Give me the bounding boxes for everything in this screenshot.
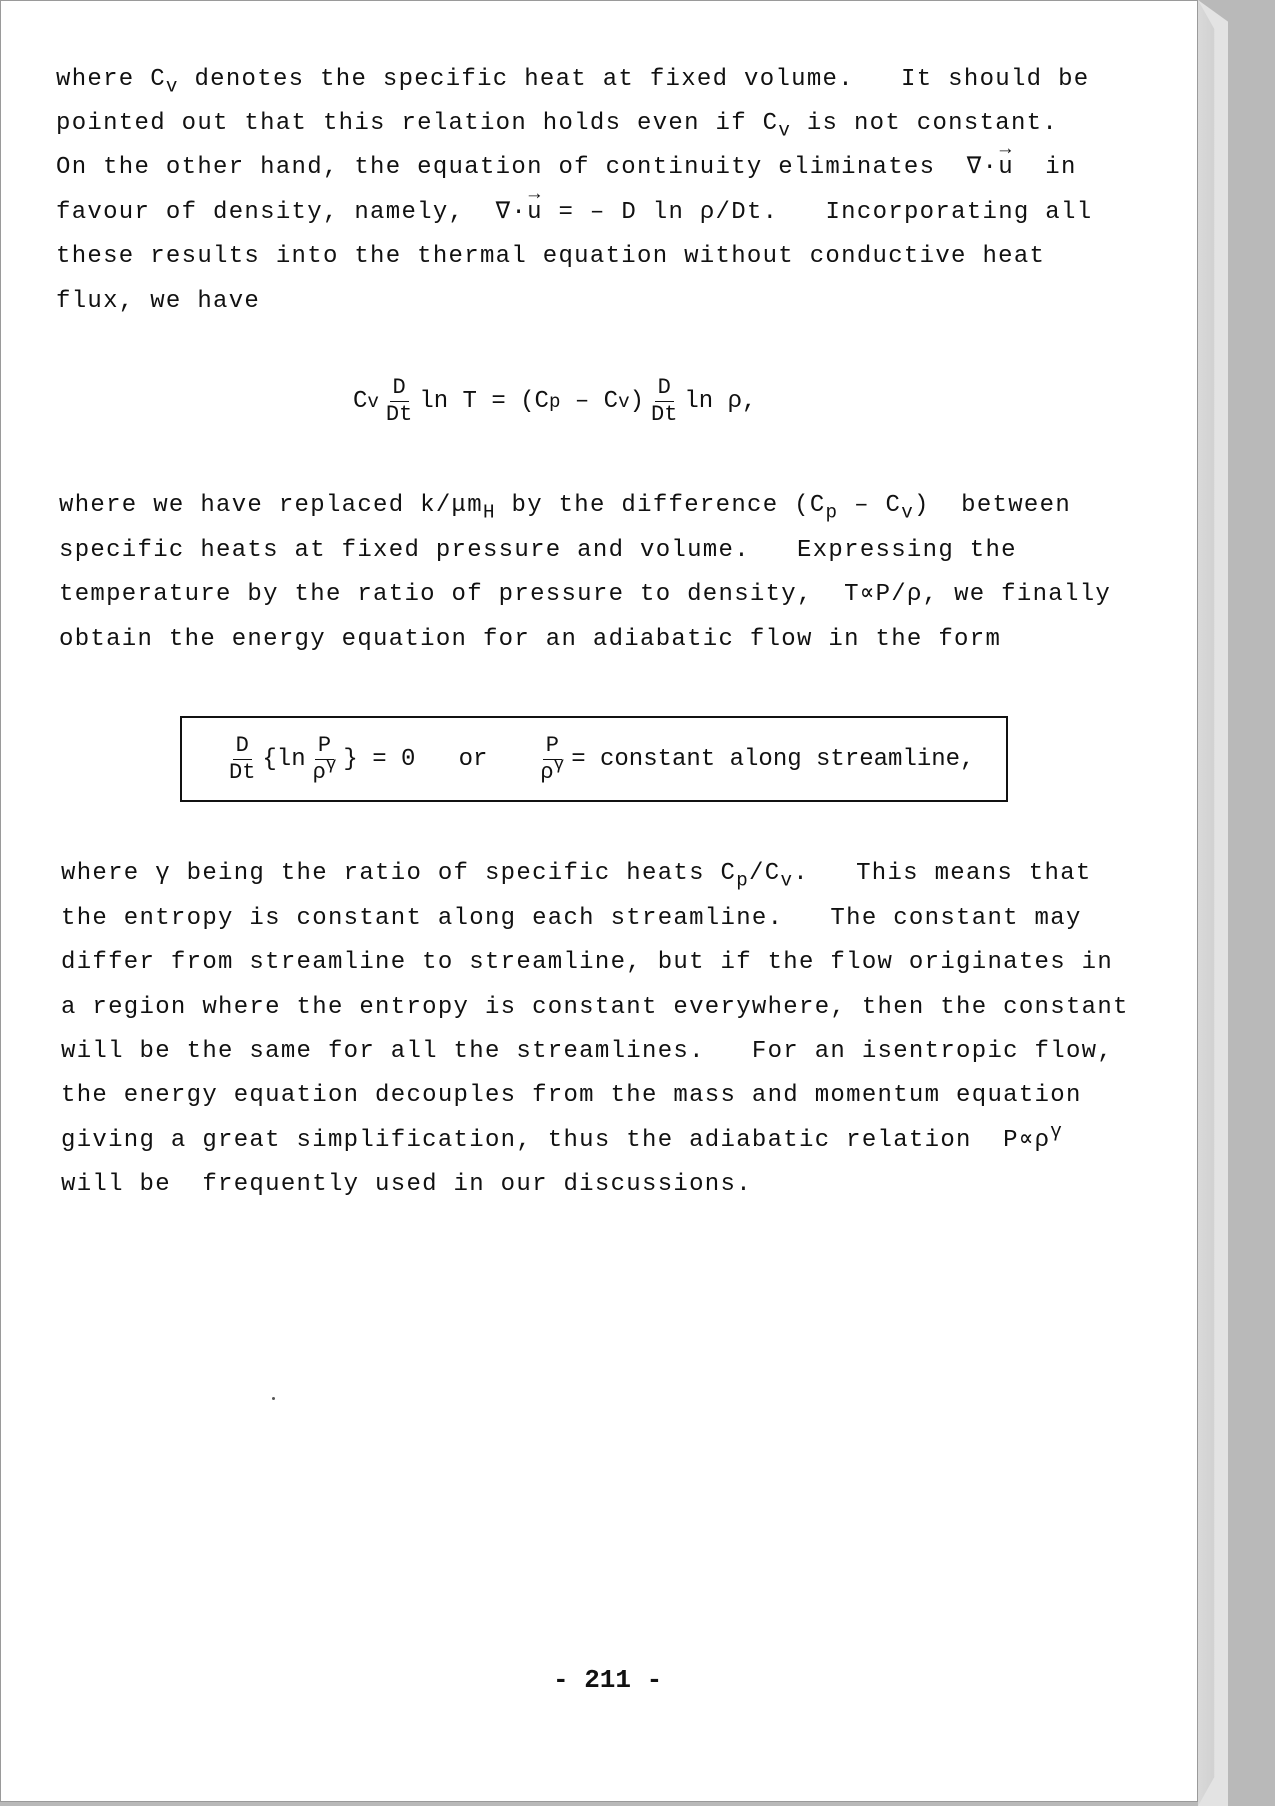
text-line-18: will be frequently used in our discussions. xyxy=(61,1171,752,1198)
text-line-15: will be the same for all the streamlines. For an isentropic flow, xyxy=(61,1038,1114,1065)
fraction-p-rho-gamma-2: $\frac{P}{\rho^\gamma}$ xyxy=(540,732,565,785)
page-number: - 211 - xyxy=(553,1665,663,1695)
scan-speck xyxy=(272,1397,275,1400)
fraction-d-dt: $\frac{D}{Dt}$ xyxy=(385,375,413,427)
text-line-17: giving a great simplification, thus the adiabatic relation $P\propto\rho^\gamma$ xyxy=(61,1120,1064,1154)
equation-thermal: C v $\frac{D}{Dt}$ ln T = (C p – C v ) $\frac{D}{Dt}$ ln ρ, xyxy=(353,375,757,427)
text-line-7: where we have replaced $k/\mu m_H$ by the difference $(C_p - C_v)$ between xyxy=(59,492,1072,524)
text-line-12: the entropy is constant along each streamline. The constant may xyxy=(61,905,1082,932)
text-line-4: favour of density, namely, ∇·→ u = – D ln ρ/Dt. Incorporating all xyxy=(56,201,1092,225)
fraction-d-dt-box: $\frac{D}{Dt}$ xyxy=(229,732,256,785)
text-line-3: On the other hand, the equation of continuity eliminates ∇·→ u in xyxy=(56,156,1077,180)
boxed-energy-equation: $\frac{D}{Dt}$ {ln $\frac{P}{\rho^\gamma}$ } = 0 or $\frac{P}{\rho^\gamma}$ = constant along streamline, xyxy=(180,716,1008,802)
text-line-10: obtain the energy equation for an adiabatic flow in the form xyxy=(59,626,1002,653)
text-line-6: flux, we have xyxy=(56,288,261,315)
text-line-16: the energy equation decouples from the mass and momentum equation xyxy=(61,1082,1082,1109)
text-line-8: specific heats at fixed pressure and volume. Expressing the xyxy=(59,537,1017,564)
text-line-13: differ from streamline to streamline, but if the flow originates in xyxy=(61,949,1114,976)
fraction-p-rho-gamma: $\frac{P}{\rho^\gamma}$ xyxy=(312,732,337,785)
text-line-1: where $C_v$ denotes the specific heat at fixed volume. It should be xyxy=(56,66,1090,98)
text-line-11: where γ being the ratio of specific heats $C_p/C_v$. This means that xyxy=(61,860,1092,892)
text-line-9: temperature by the ratio of pressure to density, T∝P/ρ, we finally xyxy=(59,581,1112,608)
text-line-5: these results into the thermal equation without conductive heat xyxy=(56,243,1046,270)
fraction-d-dt-2: $\frac{D}{Dt}$ xyxy=(651,375,678,427)
text-line-2: pointed out that this relation holds even if $C_v$ is not constant. xyxy=(56,110,1059,142)
text-line-14: a region where the entropy is constant everywhere, then the constant xyxy=(61,994,1129,1021)
